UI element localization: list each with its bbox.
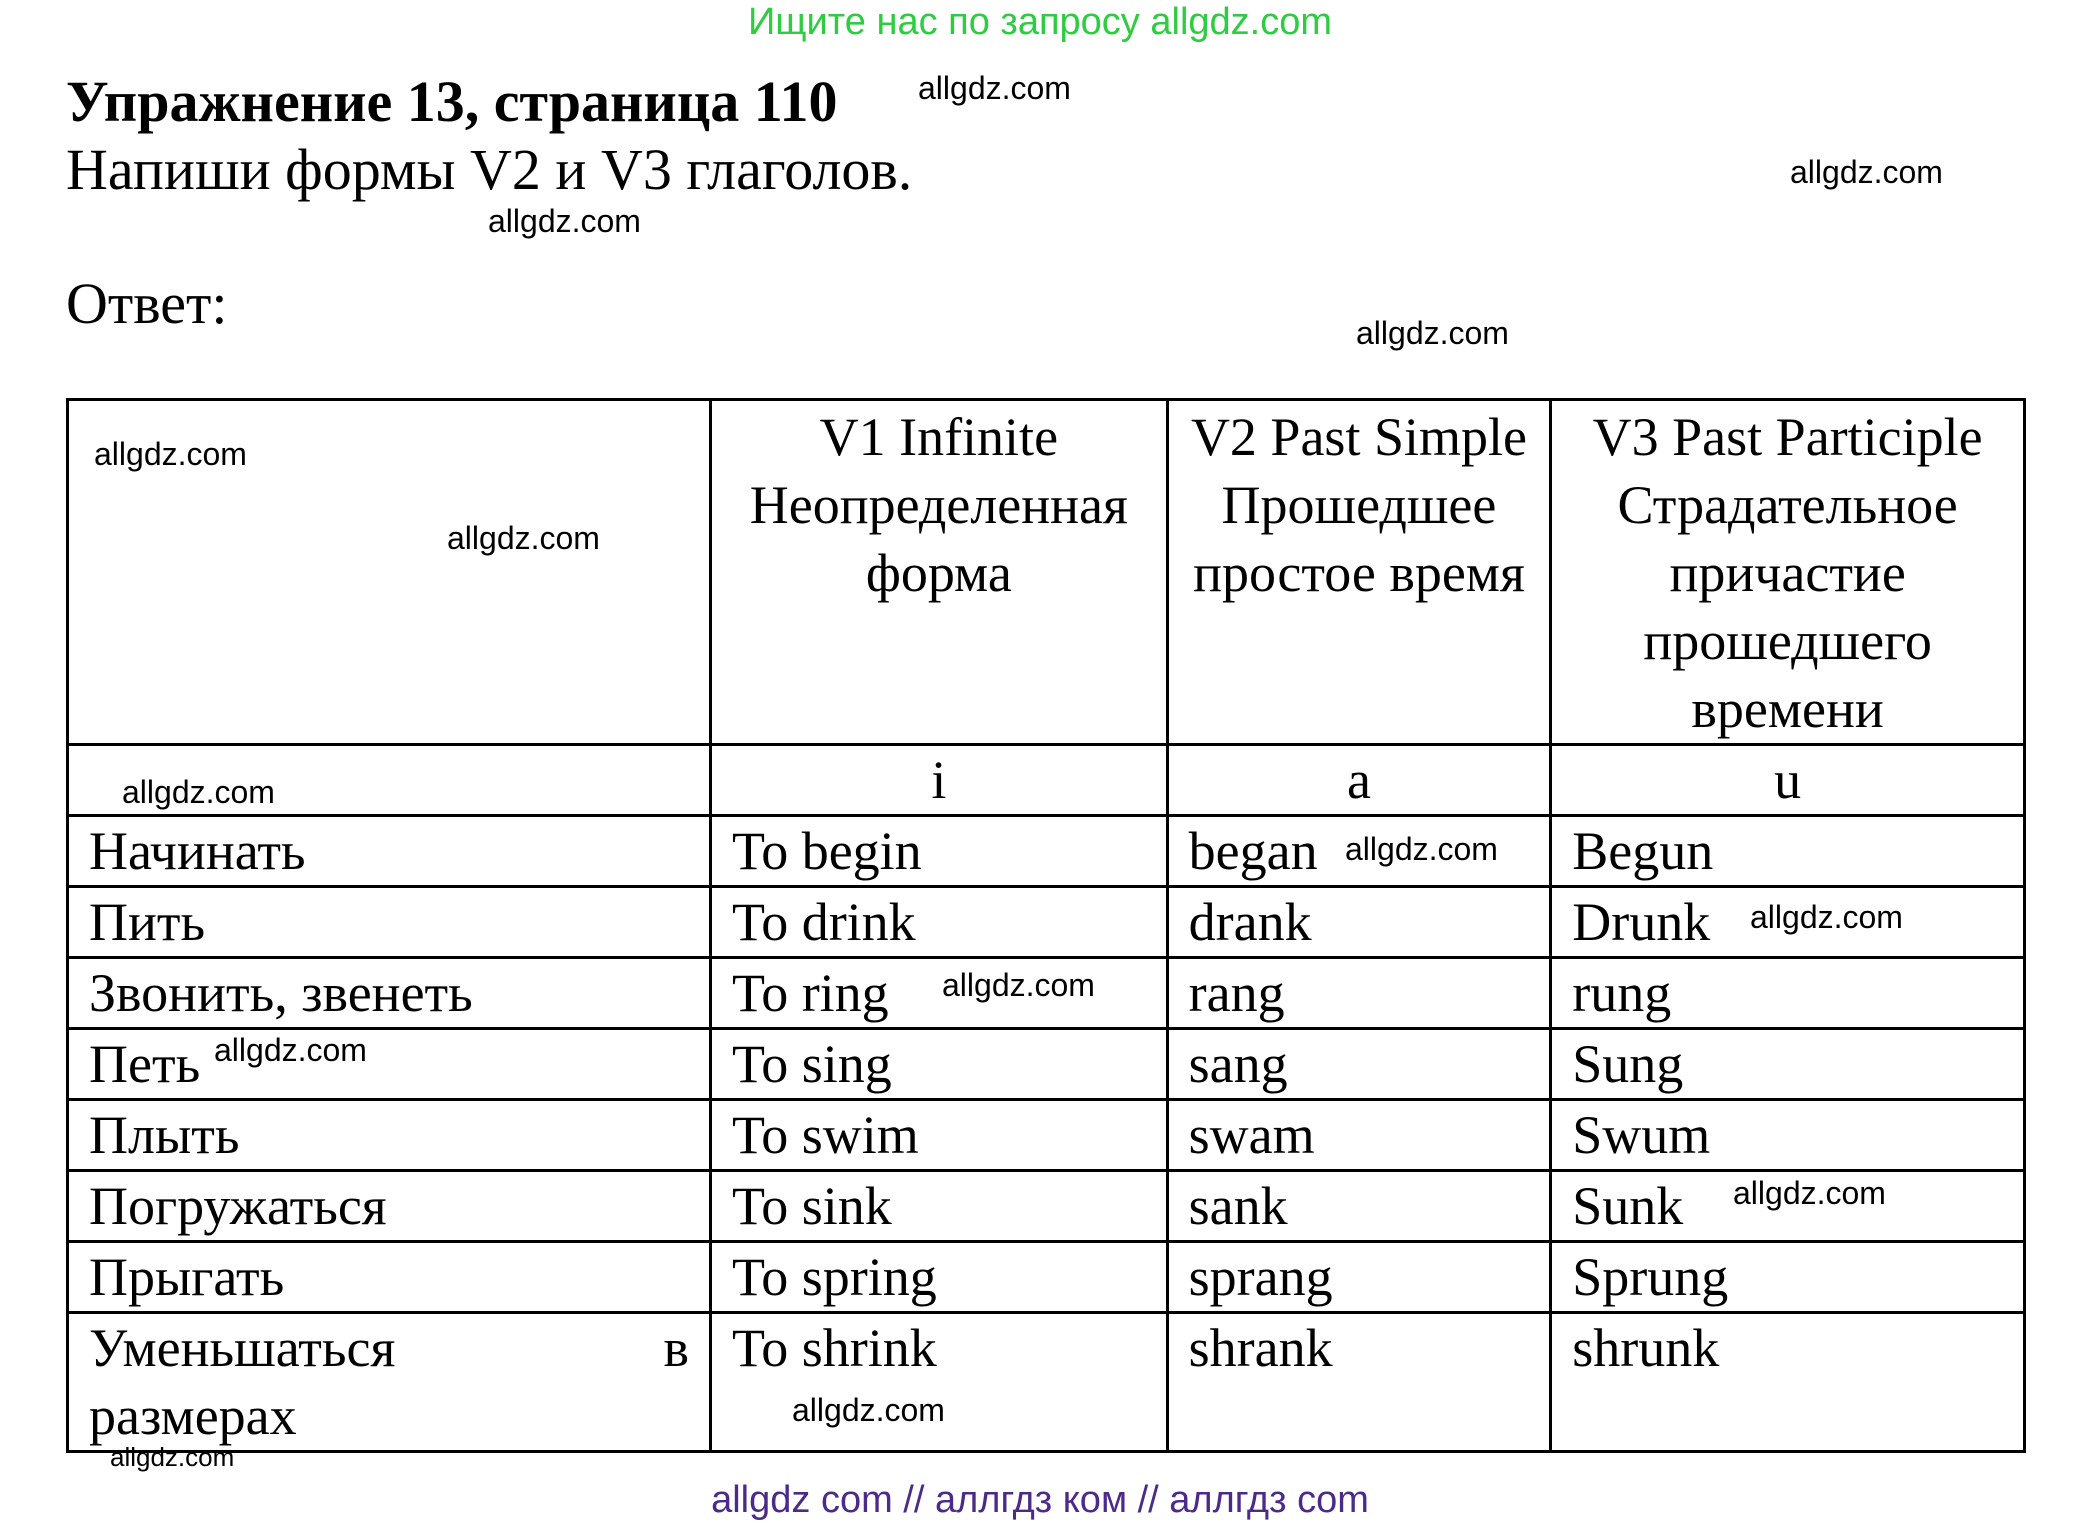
header-cell-v2: V2 Past Simple Прошедшее простое время [1167, 400, 1551, 745]
watermark: allgdz.com [110, 1442, 235, 1472]
cell-v2: sank [1167, 1171, 1551, 1242]
table-row [68, 1313, 2025, 1452]
table-row [68, 1100, 2025, 1171]
page-title: Упражнение 13, страница 110 [66, 69, 838, 134]
watermark: allgdz.com [94, 436, 247, 472]
watermark: allgdz.com [447, 520, 600, 556]
watermark: allgdz.com [488, 203, 641, 239]
cell-v1: To shrink [710, 1313, 1167, 1452]
header-cell-v3: V3 Past Participle Страдательное причастие прошедшего времени [1551, 400, 2025, 745]
bottom-banner: allgdz com // аллгдз ком // аллгдз com [711, 1479, 1369, 1521]
cell-v2: sprang [1167, 1242, 1551, 1313]
cell-v1: To sink [710, 1171, 1167, 1242]
watermark: allgdz.com [1356, 315, 1509, 351]
vowel-cell-v3: u [1551, 745, 2025, 816]
cell-ru: Петь [68, 1029, 711, 1100]
watermark: allgdz.com [214, 1032, 367, 1068]
cell-v2: began [1167, 816, 1551, 887]
cell-v3: Sunk [1551, 1171, 2025, 1242]
cell-v3: shrunk [1551, 1313, 2025, 1452]
watermark: allgdz.com [122, 774, 275, 810]
cell-v1: To spring [710, 1242, 1167, 1313]
cell-v1: To begin [710, 816, 1167, 887]
cell-v1: To drink [710, 887, 1167, 958]
header-cell-v1: V1 Infinite Неопределенная форма [710, 400, 1167, 745]
watermark: allgdz.com [1750, 899, 1903, 935]
cell-v2: sang [1167, 1029, 1551, 1100]
cell-ru: Прыгать [68, 1242, 711, 1313]
watermark: allgdz.com [1345, 831, 1498, 867]
vowel-cell-v1: i [710, 745, 1167, 816]
vowel-cell-v2: a [1167, 745, 1551, 816]
verb-forms-table [66, 398, 2026, 1453]
cell-v2: swam [1167, 1100, 1551, 1171]
watermark: allgdz.com [1790, 154, 1943, 190]
cell-v1: To swim [710, 1100, 1167, 1171]
answer-label: Ответ: [66, 271, 228, 336]
watermark: allgdz.com [918, 70, 1071, 106]
watermark: allgdz.com [1733, 1175, 1886, 1211]
cell-ru: Звонить, звенеть [68, 958, 711, 1029]
table-row [68, 816, 2025, 887]
cell-ru: Пить [68, 887, 711, 958]
cell-v3: Sprung [1551, 1242, 2025, 1313]
cell-ru: Начинать [68, 816, 711, 887]
cell-ru-line1 [89, 1314, 689, 1382]
cell-v1: To ring [710, 958, 1167, 1029]
cell-v3: Drunk [1551, 887, 2025, 958]
cell-v3: Begun [1551, 816, 2025, 887]
cell-v3: rung [1551, 958, 2025, 1029]
vowel-pattern-row [68, 745, 2025, 816]
cell-ru: Плыть [68, 1100, 711, 1171]
cell-v2: rang [1167, 958, 1551, 1029]
table-header-row [68, 400, 2025, 745]
cell-v1: To sing [710, 1029, 1167, 1100]
cell-v3: Sung [1551, 1029, 2025, 1100]
table-row [68, 887, 2025, 958]
cell-ru-word: Уменьшаться [89, 1318, 396, 1378]
table-row [68, 1242, 2025, 1313]
cell-v2: drank [1167, 887, 1551, 958]
cell-ru-line2: размерах [89, 1386, 297, 1446]
top-banner: Ищите нас по запросу allgdz.com [747, 1, 1332, 43]
table-row [68, 1171, 2025, 1242]
watermark: allgdz.com [792, 1392, 945, 1428]
cell-ru [68, 1313, 711, 1452]
cell-v2: shrank [1167, 1313, 1551, 1452]
task-text: Напиши формы V2 и V3 глаголов. [66, 137, 913, 202]
cell-v3: Swum [1551, 1100, 2025, 1171]
cell-ru: Погружаться [68, 1171, 711, 1242]
watermark: allgdz.com [942, 967, 1095, 1003]
cell-ru-preposition: в [663, 1318, 689, 1378]
